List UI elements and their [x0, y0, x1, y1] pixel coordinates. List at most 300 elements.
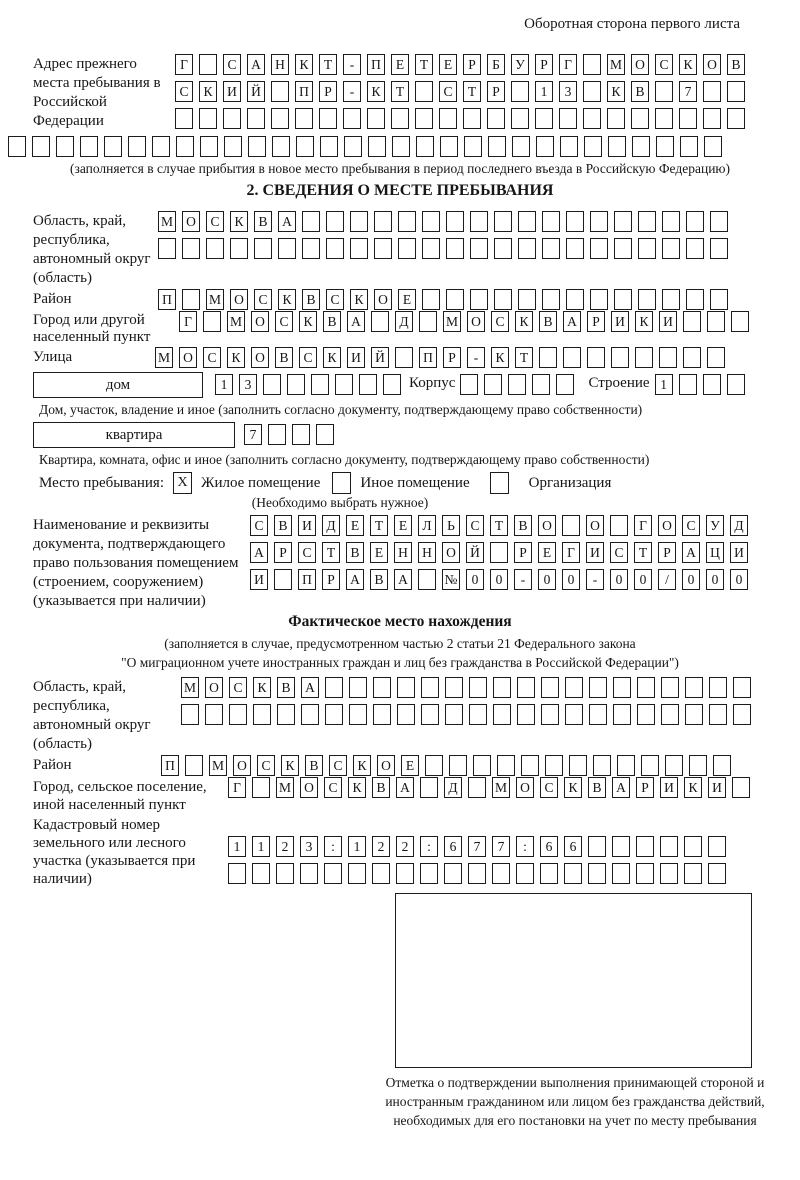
char-cell[interactable]: К	[253, 677, 271, 698]
char-cell[interactable]: :	[516, 836, 534, 857]
char-cell[interactable]	[607, 108, 625, 129]
char-cell[interactable]	[468, 777, 486, 798]
char-cell[interactable]	[683, 311, 701, 332]
char-cell[interactable]	[397, 704, 415, 725]
char-cell[interactable]: А	[247, 54, 265, 75]
char-cell[interactable]: У	[511, 54, 529, 75]
char-cell[interactable]	[569, 755, 587, 776]
char-cell[interactable]	[263, 374, 281, 395]
char-cell[interactable]: С	[655, 54, 673, 75]
char-cell[interactable]: Г	[175, 54, 193, 75]
char-cell[interactable]: О	[233, 755, 251, 776]
char-cell[interactable]: 1	[252, 836, 270, 857]
char-cell[interactable]: О	[703, 54, 721, 75]
char-cell[interactable]	[566, 289, 584, 310]
char-cell[interactable]: Л	[418, 515, 436, 536]
char-cell[interactable]: М	[209, 755, 227, 776]
char-cell[interactable]: :	[420, 836, 438, 857]
char-cell[interactable]: Д	[395, 311, 413, 332]
char-cell[interactable]	[686, 289, 704, 310]
char-cell[interactable]	[490, 542, 508, 563]
char-cell[interactable]: О	[586, 515, 604, 536]
char-cell[interactable]	[704, 136, 722, 157]
char-cell[interactable]: №	[442, 569, 460, 590]
char-cell[interactable]	[492, 863, 510, 884]
char-cell[interactable]	[493, 704, 511, 725]
char-cell[interactable]	[709, 704, 727, 725]
char-cell[interactable]	[518, 289, 536, 310]
char-cell[interactable]	[608, 136, 626, 157]
char-cell[interactable]	[325, 677, 343, 698]
char-cell[interactable]	[228, 863, 246, 884]
char-cell[interactable]: С	[229, 677, 247, 698]
char-cell[interactable]	[396, 863, 414, 884]
char-cell[interactable]: Т	[391, 81, 409, 102]
prev-address-row-1[interactable]	[175, 54, 745, 75]
char-cell[interactable]: И	[708, 777, 726, 798]
char-cell[interactable]	[274, 569, 292, 590]
char-cell[interactable]: А	[394, 569, 412, 590]
char-cell[interactable]	[638, 289, 656, 310]
char-cell[interactable]	[731, 311, 749, 332]
prev-address-row-3[interactable]	[175, 108, 745, 129]
char-cell[interactable]: А	[682, 542, 700, 563]
char-cell[interactable]: -	[343, 54, 361, 75]
char-cell[interactable]: О	[205, 677, 223, 698]
char-cell[interactable]	[326, 211, 344, 232]
char-cell[interactable]	[635, 347, 653, 368]
char-cell[interactable]	[689, 755, 707, 776]
char-cell[interactable]: В	[305, 755, 323, 776]
char-cell[interactable]	[661, 677, 679, 698]
char-cell[interactable]	[614, 238, 632, 259]
char-cell[interactable]	[302, 238, 320, 259]
char-cell[interactable]	[292, 424, 310, 445]
char-cell[interactable]: С	[540, 777, 558, 798]
char-cell[interactable]	[248, 136, 266, 157]
char-cell[interactable]	[348, 863, 366, 884]
char-cell[interactable]: Е	[346, 515, 364, 536]
char-cell[interactable]: А	[396, 777, 414, 798]
char-cell[interactable]	[349, 677, 367, 698]
char-cell[interactable]	[493, 677, 511, 698]
char-cell[interactable]: -	[586, 569, 604, 590]
char-cell[interactable]	[540, 863, 558, 884]
char-cell[interactable]	[175, 108, 193, 129]
char-cell[interactable]: В	[274, 515, 292, 536]
char-cell[interactable]	[344, 136, 362, 157]
actual-city-cells[interactable]	[228, 777, 750, 798]
char-cell[interactable]	[470, 238, 488, 259]
char-cell[interactable]: 0	[706, 569, 724, 590]
char-cell[interactable]	[223, 108, 241, 129]
char-cell[interactable]: А	[301, 677, 319, 698]
char-cell[interactable]	[271, 81, 289, 102]
char-cell[interactable]	[613, 704, 631, 725]
char-cell[interactable]: А	[347, 311, 365, 332]
char-cell[interactable]	[349, 704, 367, 725]
char-cell[interactable]	[296, 136, 314, 157]
char-cell[interactable]: И	[586, 542, 604, 563]
char-cell[interactable]	[374, 211, 392, 232]
char-cell[interactable]	[713, 755, 731, 776]
char-cell[interactable]: С	[439, 81, 457, 102]
char-cell[interactable]	[468, 863, 486, 884]
char-cell[interactable]	[511, 108, 529, 129]
char-cell[interactable]: С	[223, 54, 241, 75]
char-cell[interactable]: -	[343, 81, 361, 102]
char-cell[interactable]	[277, 704, 295, 725]
char-cell[interactable]: С	[257, 755, 275, 776]
char-cell[interactable]	[710, 211, 728, 232]
char-cell[interactable]: :	[324, 836, 342, 857]
char-cell[interactable]	[200, 136, 218, 157]
char-cell[interactable]	[181, 704, 199, 725]
char-cell[interactable]: 3	[239, 374, 257, 395]
char-cell[interactable]	[418, 569, 436, 590]
char-cell[interactable]	[56, 136, 74, 157]
char-cell[interactable]	[374, 238, 392, 259]
char-cell[interactable]	[128, 136, 146, 157]
char-cell[interactable]: К	[607, 81, 625, 102]
district-cells[interactable]	[158, 289, 728, 310]
char-cell[interactable]: Т	[463, 81, 481, 102]
char-cell[interactable]: Д	[444, 777, 462, 798]
char-cell[interactable]: 6	[564, 836, 582, 857]
char-cell[interactable]	[224, 136, 242, 157]
char-cell[interactable]	[511, 81, 529, 102]
char-cell[interactable]	[662, 289, 680, 310]
char-cell[interactable]	[565, 677, 583, 698]
char-cell[interactable]	[680, 136, 698, 157]
char-cell[interactable]: К	[367, 81, 385, 102]
char-cell[interactable]: А	[278, 211, 296, 232]
char-cell[interactable]: 0	[634, 569, 652, 590]
char-cell[interactable]	[383, 374, 401, 395]
char-cell[interactable]	[683, 347, 701, 368]
char-cell[interactable]	[684, 836, 702, 857]
char-cell[interactable]: М	[155, 347, 173, 368]
char-cell[interactable]: В	[588, 777, 606, 798]
korpus-cells[interactable]	[460, 374, 574, 395]
char-cell[interactable]: Н	[394, 542, 412, 563]
char-cell[interactable]: 3	[559, 81, 577, 102]
checkbox-other-premises[interactable]	[332, 472, 351, 494]
char-cell[interactable]	[368, 136, 386, 157]
char-cell[interactable]	[564, 863, 582, 884]
char-cell[interactable]: 1	[228, 836, 246, 857]
char-cell[interactable]	[545, 755, 563, 776]
char-cell[interactable]: -	[467, 347, 485, 368]
apartment-field-box[interactable]: квартира	[33, 422, 235, 448]
char-cell[interactable]: 0	[562, 569, 580, 590]
char-cell[interactable]	[252, 777, 270, 798]
char-cell[interactable]	[446, 211, 464, 232]
char-cell[interactable]: 6	[444, 836, 462, 857]
char-cell[interactable]	[395, 347, 413, 368]
char-cell[interactable]: К	[679, 54, 697, 75]
char-cell[interactable]	[637, 704, 655, 725]
char-cell[interactable]: С	[329, 755, 347, 776]
char-cell[interactable]: С	[298, 542, 316, 563]
char-cell[interactable]: И	[250, 569, 268, 590]
char-cell[interactable]	[589, 704, 607, 725]
char-cell[interactable]: Р	[487, 81, 505, 102]
char-cell[interactable]	[614, 289, 632, 310]
char-cell[interactable]	[636, 836, 654, 857]
char-cell[interactable]	[590, 238, 608, 259]
char-cell[interactable]	[611, 347, 629, 368]
char-cell[interactable]: Б	[487, 54, 505, 75]
checkbox-organization[interactable]	[490, 472, 509, 494]
char-cell[interactable]: 0	[682, 569, 700, 590]
char-cell[interactable]: К	[323, 347, 341, 368]
char-cell[interactable]: В	[275, 347, 293, 368]
char-cell[interactable]	[464, 136, 482, 157]
char-cell[interactable]: Г	[559, 54, 577, 75]
char-cell[interactable]	[367, 108, 385, 129]
char-cell[interactable]	[397, 677, 415, 698]
char-cell[interactable]: К	[491, 347, 509, 368]
char-cell[interactable]: К	[350, 289, 368, 310]
char-cell[interactable]	[584, 136, 602, 157]
char-cell[interactable]	[588, 863, 606, 884]
char-cell[interactable]	[470, 211, 488, 232]
char-cell[interactable]	[516, 863, 534, 884]
char-cell[interactable]	[252, 863, 270, 884]
document-cells-1[interactable]	[250, 515, 748, 536]
char-cell[interactable]	[661, 704, 679, 725]
char-cell[interactable]	[470, 289, 488, 310]
char-cell[interactable]	[686, 211, 704, 232]
char-cell[interactable]	[662, 211, 680, 232]
char-cell[interactable]	[562, 515, 580, 536]
char-cell[interactable]: К	[278, 289, 296, 310]
char-cell[interactable]: Й	[371, 347, 389, 368]
char-cell[interactable]	[350, 238, 368, 259]
char-cell[interactable]	[494, 238, 512, 259]
char-cell[interactable]: Ь	[442, 515, 460, 536]
actual-region-cells-1[interactable]	[181, 677, 751, 698]
char-cell[interactable]	[517, 677, 535, 698]
char-cell[interactable]	[610, 515, 628, 536]
char-cell[interactable]	[335, 374, 353, 395]
prev-address-row-4[interactable]	[8, 136, 800, 157]
stroenie-cells[interactable]	[655, 374, 745, 395]
char-cell[interactable]: А	[612, 777, 630, 798]
char-cell[interactable]	[679, 374, 697, 395]
char-cell[interactable]	[287, 374, 305, 395]
char-cell[interactable]: А	[563, 311, 581, 332]
char-cell[interactable]	[565, 704, 583, 725]
char-cell[interactable]: П	[298, 569, 316, 590]
char-cell[interactable]	[391, 108, 409, 129]
char-cell[interactable]	[272, 136, 290, 157]
char-cell[interactable]: 0	[538, 569, 556, 590]
char-cell[interactable]	[660, 836, 678, 857]
char-cell[interactable]	[727, 108, 745, 129]
char-cell[interactable]: Т	[634, 542, 652, 563]
char-cell[interactable]: А	[346, 569, 364, 590]
char-cell[interactable]: И	[347, 347, 365, 368]
char-cell[interactable]: П	[419, 347, 437, 368]
cadastral-cells-1[interactable]	[228, 836, 726, 857]
char-cell[interactable]	[324, 863, 342, 884]
char-cell[interactable]: К	[564, 777, 582, 798]
char-cell[interactable]: С	[203, 347, 221, 368]
char-cell[interactable]	[422, 238, 440, 259]
char-cell[interactable]	[199, 108, 217, 129]
char-cell[interactable]	[420, 777, 438, 798]
char-cell[interactable]: Ц	[706, 542, 724, 563]
char-cell[interactable]	[460, 374, 478, 395]
char-cell[interactable]	[301, 704, 319, 725]
char-cell[interactable]: О	[516, 777, 534, 798]
char-cell[interactable]	[253, 704, 271, 725]
char-cell[interactable]	[392, 136, 410, 157]
char-cell[interactable]	[439, 108, 457, 129]
char-cell[interactable]	[373, 677, 391, 698]
char-cell[interactable]	[589, 677, 607, 698]
char-cell[interactable]	[182, 238, 200, 259]
char-cell[interactable]: К	[348, 777, 366, 798]
char-cell[interactable]	[521, 755, 539, 776]
char-cell[interactable]	[205, 704, 223, 725]
char-cell[interactable]	[539, 347, 557, 368]
char-cell[interactable]	[541, 677, 559, 698]
char-cell[interactable]	[446, 238, 464, 259]
char-cell[interactable]	[494, 211, 512, 232]
char-cell[interactable]	[566, 211, 584, 232]
char-cell[interactable]	[473, 755, 491, 776]
char-cell[interactable]: 0	[490, 569, 508, 590]
char-cell[interactable]	[655, 108, 673, 129]
char-cell[interactable]: В	[372, 777, 390, 798]
char-cell[interactable]: Е	[394, 515, 412, 536]
char-cell[interactable]	[497, 755, 515, 776]
char-cell[interactable]: Р	[463, 54, 481, 75]
char-cell[interactable]	[614, 211, 632, 232]
char-cell[interactable]: С	[326, 289, 344, 310]
char-cell[interactable]	[532, 374, 550, 395]
char-cell[interactable]	[518, 238, 536, 259]
char-cell[interactable]: К	[299, 311, 317, 332]
char-cell[interactable]: 1	[215, 374, 233, 395]
char-cell[interactable]: Н	[418, 542, 436, 563]
char-cell[interactable]: О	[631, 54, 649, 75]
char-cell[interactable]: О	[251, 311, 269, 332]
char-cell[interactable]	[665, 755, 683, 776]
char-cell[interactable]	[707, 311, 725, 332]
char-cell[interactable]: В	[346, 542, 364, 563]
char-cell[interactable]: М	[443, 311, 461, 332]
char-cell[interactable]: Й	[466, 542, 484, 563]
char-cell[interactable]	[684, 863, 702, 884]
char-cell[interactable]: 2	[372, 836, 390, 857]
char-cell[interactable]	[566, 238, 584, 259]
char-cell[interactable]	[733, 704, 751, 725]
prev-address-row-2[interactable]	[175, 81, 745, 102]
char-cell[interactable]	[709, 677, 727, 698]
char-cell[interactable]	[463, 108, 481, 129]
char-cell[interactable]: Т	[515, 347, 533, 368]
char-cell[interactable]: 7	[492, 836, 510, 857]
char-cell[interactable]	[449, 755, 467, 776]
char-cell[interactable]: О	[374, 289, 392, 310]
char-cell[interactable]	[278, 238, 296, 259]
char-cell[interactable]: В	[277, 677, 295, 698]
char-cell[interactable]	[420, 863, 438, 884]
char-cell[interactable]: 7	[244, 424, 262, 445]
char-cell[interactable]	[371, 311, 389, 332]
char-cell[interactable]	[311, 374, 329, 395]
char-cell[interactable]	[425, 755, 443, 776]
char-cell[interactable]: 2	[276, 836, 294, 857]
char-cell[interactable]: 7	[468, 836, 486, 857]
char-cell[interactable]: Е	[398, 289, 416, 310]
char-cell[interactable]: Д	[322, 515, 340, 536]
char-cell[interactable]	[469, 677, 487, 698]
char-cell[interactable]	[229, 704, 247, 725]
char-cell[interactable]	[316, 424, 334, 445]
char-cell[interactable]	[587, 347, 605, 368]
char-cell[interactable]	[641, 755, 659, 776]
char-cell[interactable]	[703, 374, 721, 395]
char-cell[interactable]	[152, 136, 170, 157]
char-cell[interactable]	[541, 704, 559, 725]
char-cell[interactable]	[588, 836, 606, 857]
char-cell[interactable]: 0	[466, 569, 484, 590]
char-cell[interactable]	[638, 211, 656, 232]
char-cell[interactable]: В	[370, 569, 388, 590]
char-cell[interactable]	[583, 108, 601, 129]
char-cell[interactable]: К	[684, 777, 702, 798]
char-cell[interactable]: Р	[535, 54, 553, 75]
char-cell[interactable]: П	[295, 81, 313, 102]
char-cell[interactable]: О	[182, 211, 200, 232]
char-cell[interactable]	[343, 108, 361, 129]
char-cell[interactable]: С	[610, 542, 628, 563]
char-cell[interactable]: С	[175, 81, 193, 102]
char-cell[interactable]: 0	[730, 569, 748, 590]
char-cell[interactable]: М	[276, 777, 294, 798]
char-cell[interactable]	[176, 136, 194, 157]
char-cell[interactable]: К	[227, 347, 245, 368]
char-cell[interactable]: Р	[443, 347, 461, 368]
char-cell[interactable]	[182, 289, 200, 310]
char-cell[interactable]	[583, 54, 601, 75]
char-cell[interactable]: Р	[658, 542, 676, 563]
char-cell[interactable]	[104, 136, 122, 157]
char-cell[interactable]	[445, 704, 463, 725]
char-cell[interactable]: П	[367, 54, 385, 75]
document-cells-2[interactable]	[250, 542, 748, 563]
char-cell[interactable]: О	[538, 515, 556, 536]
char-cell[interactable]	[542, 238, 560, 259]
char-cell[interactable]: Р	[322, 569, 340, 590]
actual-district-cells[interactable]	[161, 755, 731, 776]
char-cell[interactable]: К	[199, 81, 217, 102]
char-cell[interactable]: Е	[538, 542, 556, 563]
char-cell[interactable]	[612, 836, 630, 857]
char-cell[interactable]	[230, 238, 248, 259]
char-cell[interactable]	[703, 81, 721, 102]
char-cell[interactable]	[563, 347, 581, 368]
char-cell[interactable]: К	[353, 755, 371, 776]
char-cell[interactable]	[32, 136, 50, 157]
char-cell[interactable]	[662, 238, 680, 259]
char-cell[interactable]	[271, 108, 289, 129]
